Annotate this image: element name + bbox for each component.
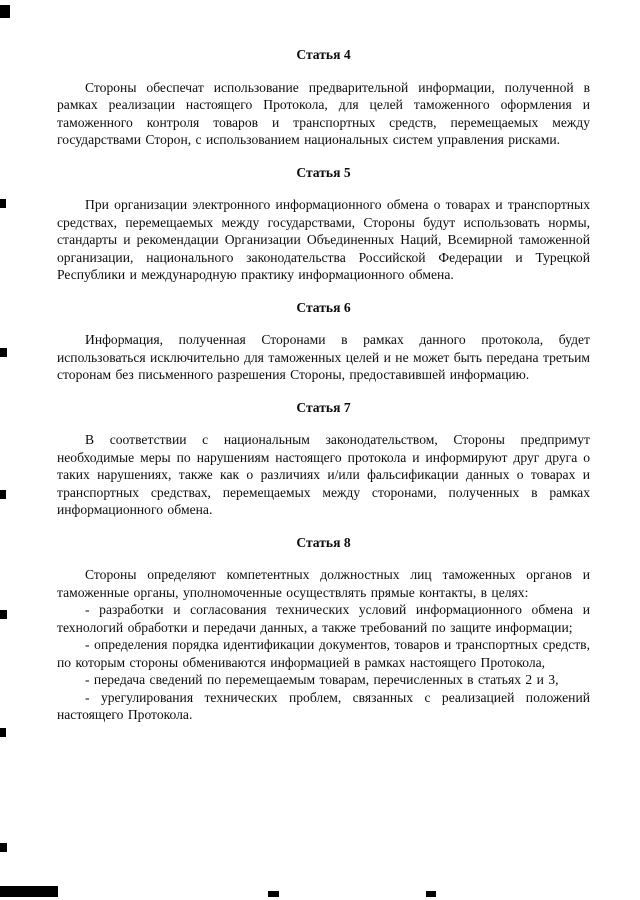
scan-artifact: [0, 490, 6, 499]
article-7-paragraph: В соответствии с национальным законодательством, Стороны предпримут необходимые меры по нарушениям настоящего протокола и информируют друг друга о таких нарушениях, также как о различиях и/или фальсификации данных о товарах и транспортных средствах, перемещаемых между сторонами, полученных в рамках информационного обмена.: [57, 432, 590, 517]
scan-artifact: [0, 843, 7, 852]
article-8-paragraph-intro: Стороны определяют компетентных должностных лиц таможенных органов и таможенные органы, уполномоченные осуществлять прямые контакты, в целях:: [57, 567, 590, 600]
article-4-paragraph: Стороны обеспечат использование предварительной информации, полученной в рамках реализации настоящего Протокола, для целей таможенного оформления и таможенного контроля товаров и транспортных средств, перемещаемых между государствами Сторон, с использованием национальных систем управления рисками.: [57, 79, 590, 147]
scan-artifact: [0, 199, 6, 208]
scan-artifact: [0, 610, 7, 619]
article-5-heading: Статья 5: [296, 164, 351, 180]
article-7: [57, 399, 590, 519]
scan-artifact: [0, 348, 7, 357]
scan-artifact: [268, 891, 279, 897]
document-page: [57, 46, 590, 724]
article-8-list-item-2: - определения порядка идентификации документов, товаров и транспортных средств, по которым стороны обмениваются информацией в рамках настоящего Протокола,: [57, 637, 590, 670]
article-6-paragraph: Информация, полученная Сторонами в рамках данного протокола, будет использоваться исключительно для таможенных целей и не может быть передана третьим сторонам без письменного разрешения Стороны, предоставившей информацию.: [57, 332, 590, 382]
scan-artifact: [0, 728, 6, 737]
article-8-heading: Статья 8: [296, 534, 351, 550]
article-8-list-item-3: - передача сведений по перемещаемым товарам, перечисленных в статьях 2 и 3,: [85, 672, 559, 687]
scan-artifact: [426, 891, 436, 897]
article-6: [57, 299, 590, 384]
article-8-list-item-1: - разработки и согласования технических условий информационного обмена и технологий обработки и передачи данных, а также требований по защите информации;: [57, 602, 590, 635]
article-5-paragraph: При организации электронного информационного обмена о товарах и транспортных средствах, перемещаемых между государствами, Стороны будут использовать нормы, стандарты и рекомендации Организации Объединенных Наций, Всемирной таможенной организации, национального законодательства Российской Федерации и Турецкой Республики и международную практику информационного обмена.: [57, 197, 590, 282]
article-7-heading: Статья 7: [296, 399, 351, 415]
article-8: [57, 534, 590, 724]
scan-artifact: [0, 886, 58, 897]
article-4: [57, 46, 590, 149]
article-8-list-item-4: - урегулирования технических проблем, связанных с реализацией положений настоящего Протокола.: [57, 689, 590, 722]
article-6-heading: Статья 6: [296, 299, 351, 315]
scan-artifact: [0, 5, 10, 18]
article-4-heading: Статья 4: [296, 47, 351, 62]
article-5: [57, 164, 590, 284]
